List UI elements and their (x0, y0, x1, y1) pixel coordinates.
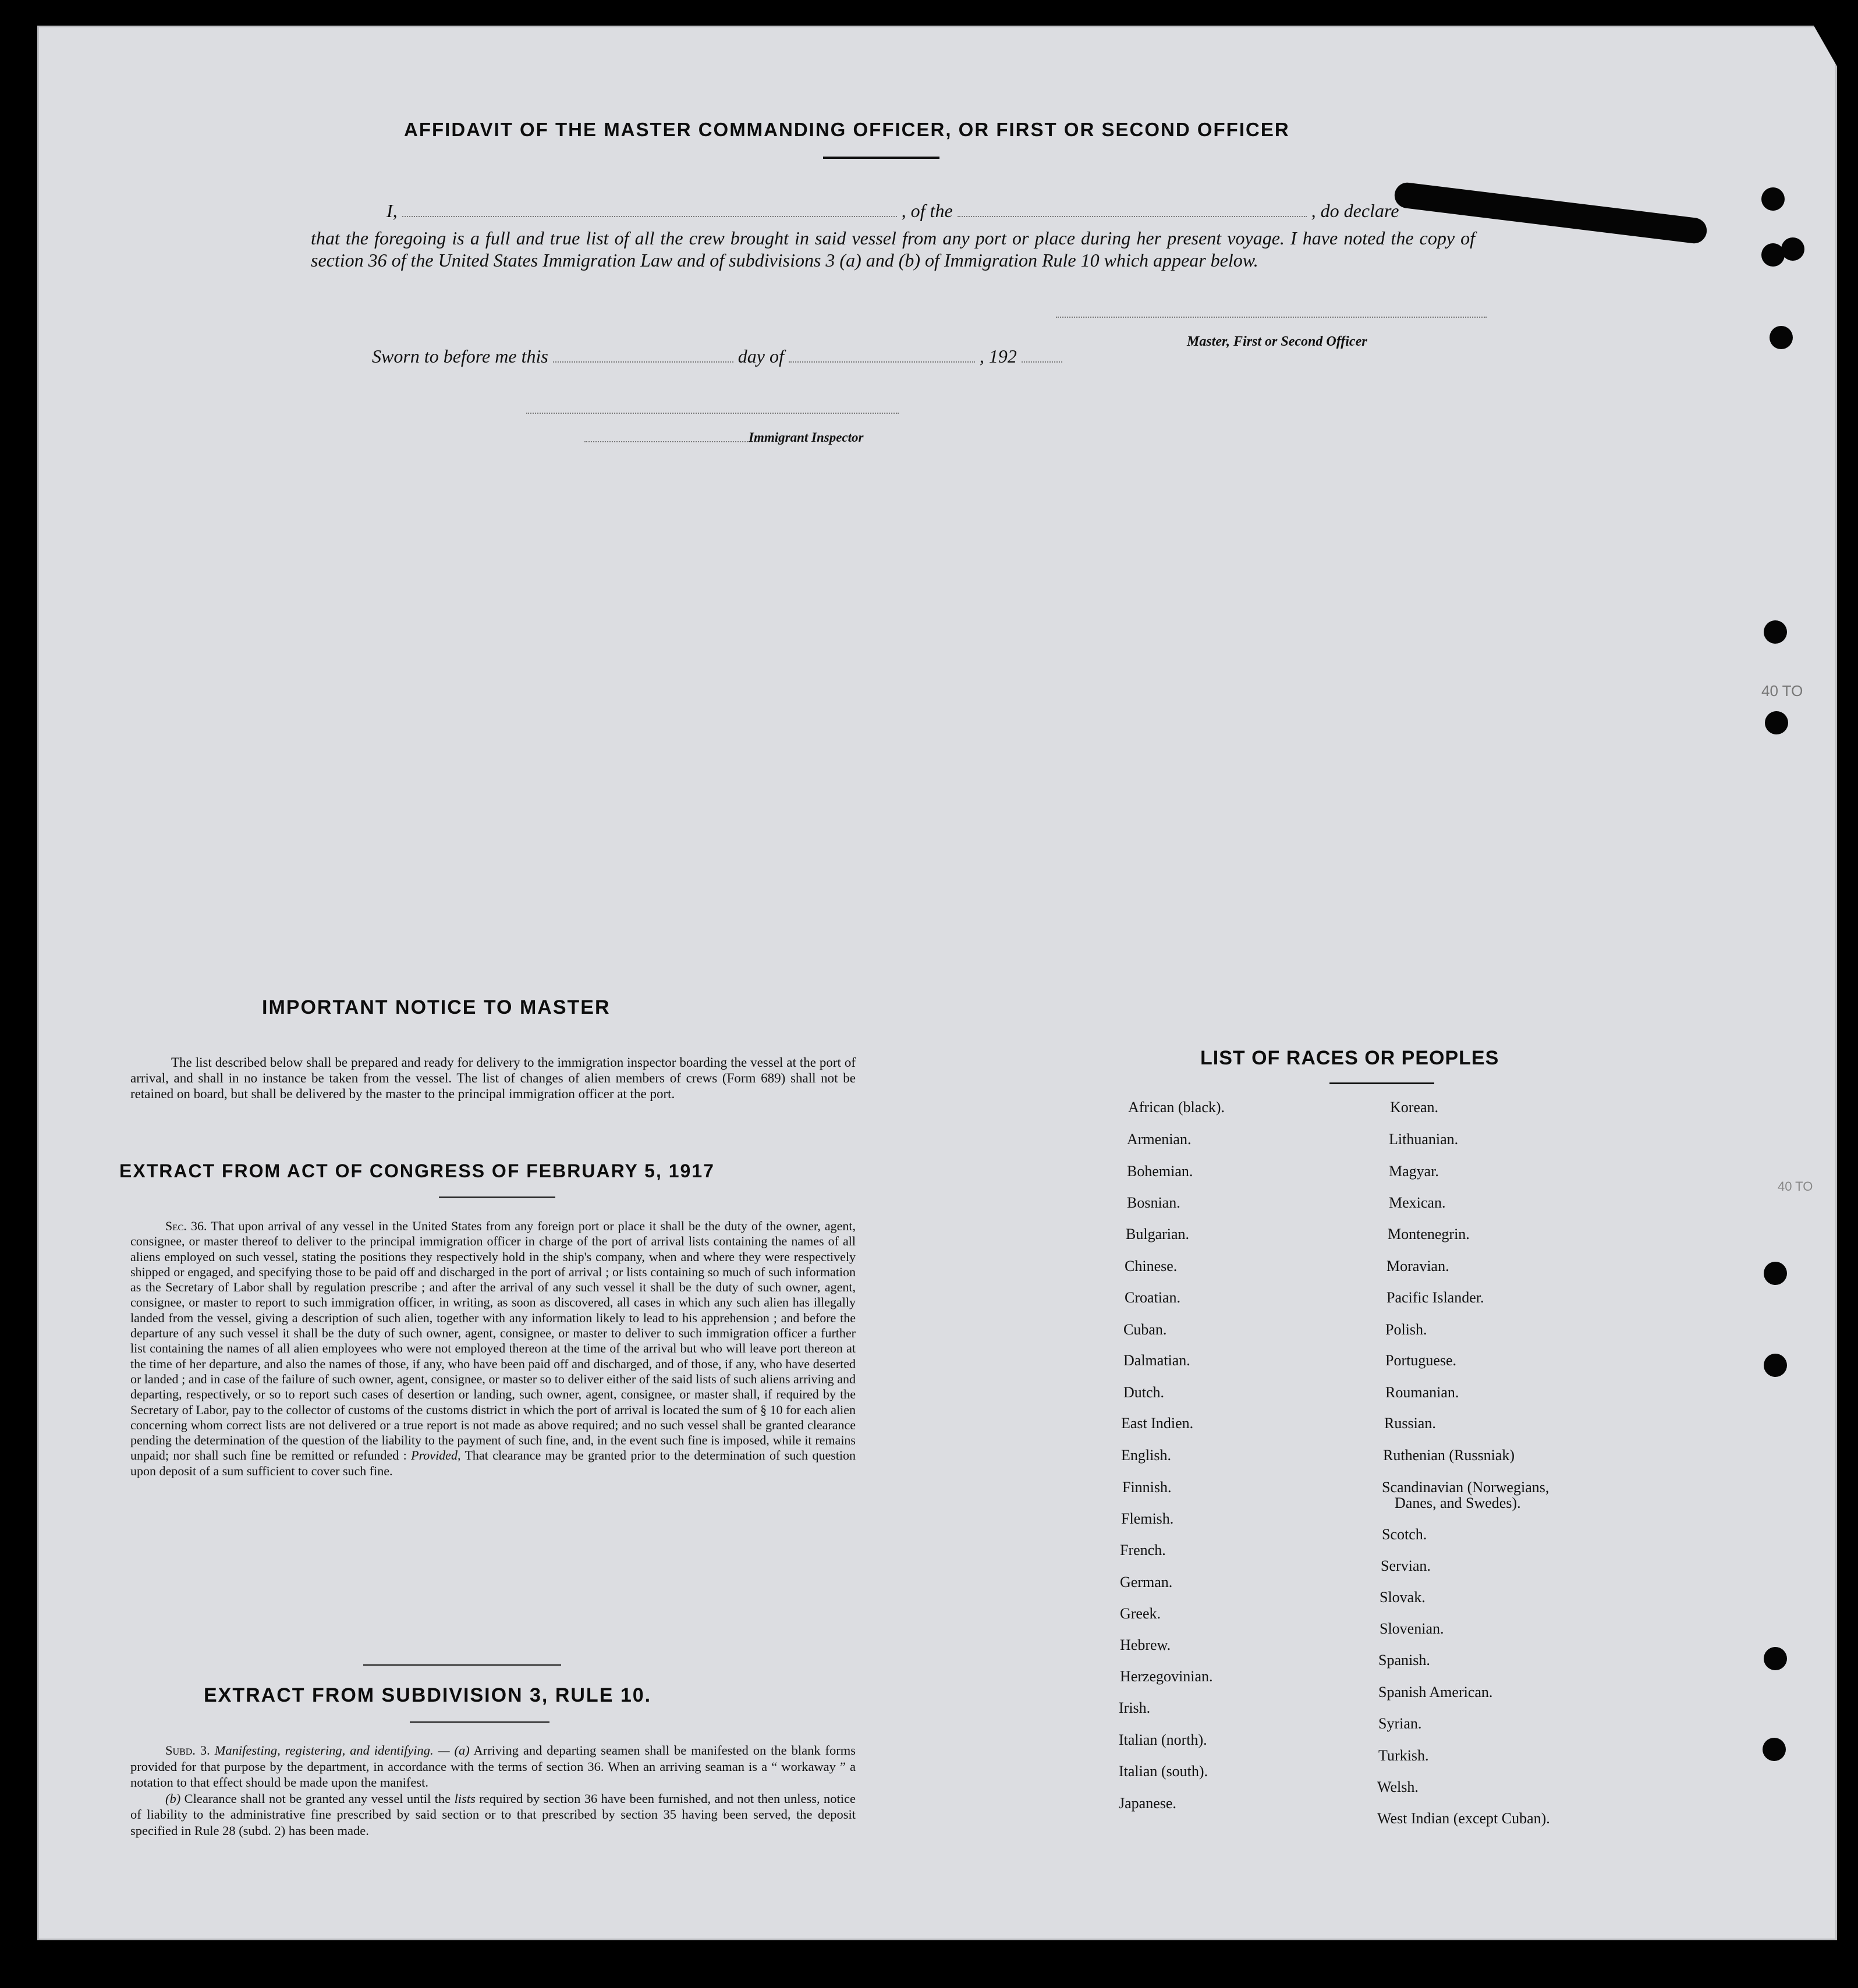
notice-body-text: The list described below shall be prepared and ready for delivery to the immigration inspector boarding the vessel at the port of arrival, and shall in no instance be taken from the vessel. The list of changes of alien members of crews (Form 689) shall not be retained on board, but shall be delivered by the master to the principal immigration officer at the port. (130, 1055, 856, 1101)
race-item: Servian. (1381, 1557, 1431, 1574)
rule-extract-body (130, 1742, 856, 1838)
race-item: Portuguese. (1385, 1352, 1457, 1369)
sworn-day-of: day of (737, 346, 784, 367)
act-extract-paragraph (130, 1219, 856, 1479)
race-item: Turkish. (1378, 1747, 1429, 1764)
race-item: Pacific Islander. (1387, 1289, 1484, 1306)
race-item: Cuban. (1123, 1321, 1167, 1338)
part-b-post: required by section 36 have been furnished, and not then unless, notice of liability to the administrative fine prescribed by said section or to that prescribed by section 35 having been served, the deposit specified in Rule 28 (subd. 2) has been made. (130, 1791, 856, 1838)
race-item: Greek. (1120, 1605, 1161, 1622)
race-item: Bosnian. (1127, 1194, 1180, 1211)
race-item: Croatian. (1125, 1289, 1181, 1306)
punch-hole (1764, 1354, 1787, 1377)
subd-heading: Manifesting, registering, and identifying. (214, 1743, 434, 1758)
race-item: Magyar. (1389, 1163, 1439, 1180)
provided-label: Provided, (411, 1448, 461, 1463)
race-item: Dalmatian. (1123, 1352, 1190, 1369)
race-item: English. (1121, 1447, 1171, 1464)
notice-title: IMPORTANT NOTICE TO MASTER (262, 996, 611, 1018)
affidavit-do-declare: , do declare (1311, 200, 1399, 221)
affidavit-title: AFFIDAVIT OF THE MASTER COMMANDING OFFICER, OR FIRST OR SECOND OFFICER (404, 119, 1290, 140)
master-caption: Master, First or Second Officer (1187, 334, 1367, 349)
race-item: Scotch. (1382, 1526, 1427, 1543)
race-item: Ruthenian (Russniak) (1383, 1447, 1515, 1464)
race-item: Syrian. (1378, 1715, 1422, 1732)
race-item: Welsh. (1377, 1778, 1419, 1795)
race-item: Slovenian. (1380, 1620, 1444, 1637)
master-name-blank[interactable] (402, 216, 897, 217)
punch-hole (1764, 620, 1787, 644)
act-extract-end-rule (363, 1664, 561, 1666)
notice-body (130, 1055, 856, 1102)
punch-hole (1764, 1262, 1787, 1285)
punch-hole (1770, 326, 1793, 349)
affidavit-body: that the foregoing is a full and true list of all the crew brought in said vessel from any port or place during her present voyage. I have noted the copy of section 36 of the United States Immigration Law and of subdivisions 3 (a) and (b) of Immigration Rule 10 which appear below. (311, 228, 1475, 271)
provided-body: That clearance may be granted prior to the determination of such question upon deposit of a sum sufficient to cover such fine. (130, 1448, 856, 1478)
part-a-label: — (a) (438, 1743, 470, 1758)
inspector-signature-line[interactable] (526, 413, 899, 414)
rule-part-b (130, 1791, 856, 1839)
sworn-prefix: Sworn to before me this (372, 346, 548, 367)
margin-mark-2: 40 TO (1778, 1179, 1813, 1194)
act-extract-title: EXTRACT FROM ACT OF CONGRESS OF FEBRUARY 5, 1917 (119, 1160, 715, 1181)
rule-extract-title: EXTRACT FROM SUBDIVISION 3, RULE 10. (204, 1684, 652, 1706)
race-item: Flemish. (1121, 1510, 1174, 1527)
sworn-line (372, 346, 1187, 367)
part-b-pre: Clearance shall not be granted any vessel until the (184, 1791, 451, 1806)
inspector-caption: Immigrant Inspector (749, 430, 864, 445)
race-item: German. (1120, 1574, 1173, 1591)
race-item: Japanese. (1119, 1795, 1176, 1812)
vessel-name-blank[interactable] (958, 216, 1307, 217)
affidavit-line1 (387, 200, 1481, 222)
race-item: Scandinavian (Norwegians, (1382, 1479, 1549, 1496)
race-item: Italian (south). (1119, 1763, 1208, 1780)
race-item: Spanish American. (1378, 1684, 1493, 1701)
race-item: Korean. (1390, 1099, 1439, 1116)
race-item: Polish. (1385, 1321, 1427, 1338)
inspector-signature-line-2 (584, 441, 759, 442)
sec-body: That upon arrival of any vessel in the United States from any foreign port or place it shall be the duty of the owner, agent, consignee, or master thereof to deliver to the principal immigration officer in charge of the port of arrival lists containing the names of all aliens employed on such vessel, stating the positions they respectively hold in the ship's company, when and where they were respectively shipped or engaged, and specifying those to be paid off and discharged in the port of arrival ; or lists containing so much of such information as the Secretary of Labor shall by regulation prescribe ; and after the arrival of any such vessel it shall be the duty of such owner, agent, consignee, or master to report to such immigration officer, in writing, as soon as discovered, all cases in which any such alien has illegally landed from the vessel, giving a description of such alien, together with any information likely to lead to his apprehension ; and before the departure of any such vessel it shall be the duty of such owner, agent, consignee, or master to deliver to such immigration officer a further list containing the names of all alien employees who were not employed thereon at the time of the arrival but who will leave port thereon at the time of her departure, and also the names of those, if any, who have been paid off and discharged, and of those, if any, who have deserted or landed ; and in case of the failure of such owner, agent, consignee, or master so to deliver either of the said lists of such aliens arriving and departing, respectively, or so to report such cases of desertion or landing, such owner, agent, consignee, or master shall, if required by the Secretary of Labor, pay to the collector of customs of the customs district in which the port of arrival is located the sum of § 10 for each alien concerning whom correct lists are not delivered or a true report is not made as above required; and no such vessel shall be granted clearance pending the determination of the question of the liability to the payment of such fine, and, in the event such fine is imposed, while it remains unpaid; nor shall such fine be remitted or refunded : (130, 1219, 856, 1463)
margin-mark-1: 40 TO (1761, 682, 1803, 700)
act-extract-rule (439, 1197, 555, 1198)
affidavit-of-the: , of the (901, 200, 953, 221)
race-item: Armenian. (1127, 1131, 1192, 1148)
punch-hole (1763, 1738, 1786, 1761)
race-item: West Indian (except Cuban). (1377, 1810, 1550, 1827)
race-item: Hebrew. (1120, 1636, 1171, 1653)
punch-hole (1765, 711, 1788, 734)
subd-label: Subd. 3. (165, 1743, 210, 1758)
race-item: Dutch. (1123, 1384, 1165, 1401)
race-item: Russian. (1384, 1415, 1436, 1432)
race-item: Spanish. (1378, 1652, 1430, 1668)
race-item: French. (1120, 1542, 1166, 1559)
sworn-month-blank[interactable] (789, 361, 975, 363)
race-item: Montenegrin. (1388, 1226, 1470, 1242)
punch-hole (1781, 237, 1804, 261)
part-a-text: Arriving and departing seamen shall be manifested on the blank forms provided for that purpose by the department, in accordance with the terms of section 36. When an arriving seaman is a “ workaway ” a notation to that effect should be made upon the manifest. (130, 1743, 856, 1790)
affidavit-title-rule (823, 157, 939, 159)
race-item: Herzegovinian. (1120, 1668, 1213, 1685)
races-title: LIST OF RACES OR PEOPLES (1200, 1047, 1499, 1069)
sworn-year: , 192 (979, 346, 1017, 367)
races-title-rule (1329, 1082, 1434, 1084)
rule-extract-rule (410, 1721, 549, 1723)
race-item: Mexican. (1389, 1194, 1446, 1211)
race-item: Irish. (1119, 1699, 1151, 1716)
race-item: African (black). (1128, 1099, 1225, 1116)
race-item: Bulgarian. (1126, 1226, 1190, 1242)
punch-hole (1761, 187, 1785, 211)
punch-hole (1764, 1647, 1787, 1670)
race-item: Roumanian. (1385, 1384, 1459, 1401)
race-item: Moravian. (1387, 1258, 1449, 1275)
race-item: Italian (north). (1119, 1731, 1207, 1748)
act-extract-body (130, 1219, 856, 1479)
race-item: East Indien. (1121, 1415, 1194, 1432)
sec-label: Sec. 36. (165, 1219, 207, 1233)
sworn-year-blank[interactable] (1022, 361, 1062, 363)
document-sheet (37, 26, 1837, 1940)
race-item: Bohemian. (1127, 1163, 1193, 1180)
race-item: Lithuanian. (1389, 1131, 1459, 1148)
folded-corner (1814, 26, 1837, 66)
part-b-label: (b) (165, 1791, 181, 1806)
affidavit-i: I, (387, 200, 398, 221)
master-signature-line[interactable] (1056, 317, 1487, 318)
race-item: Danes, and Swedes). (1395, 1494, 1521, 1511)
race-item: Slovak. (1380, 1589, 1426, 1606)
part-b-lists: lists (454, 1791, 476, 1806)
race-item: Finnish. (1122, 1479, 1172, 1496)
sworn-day-blank[interactable] (553, 361, 733, 363)
rule-part-a (130, 1742, 856, 1791)
race-item: Chinese. (1125, 1258, 1178, 1275)
